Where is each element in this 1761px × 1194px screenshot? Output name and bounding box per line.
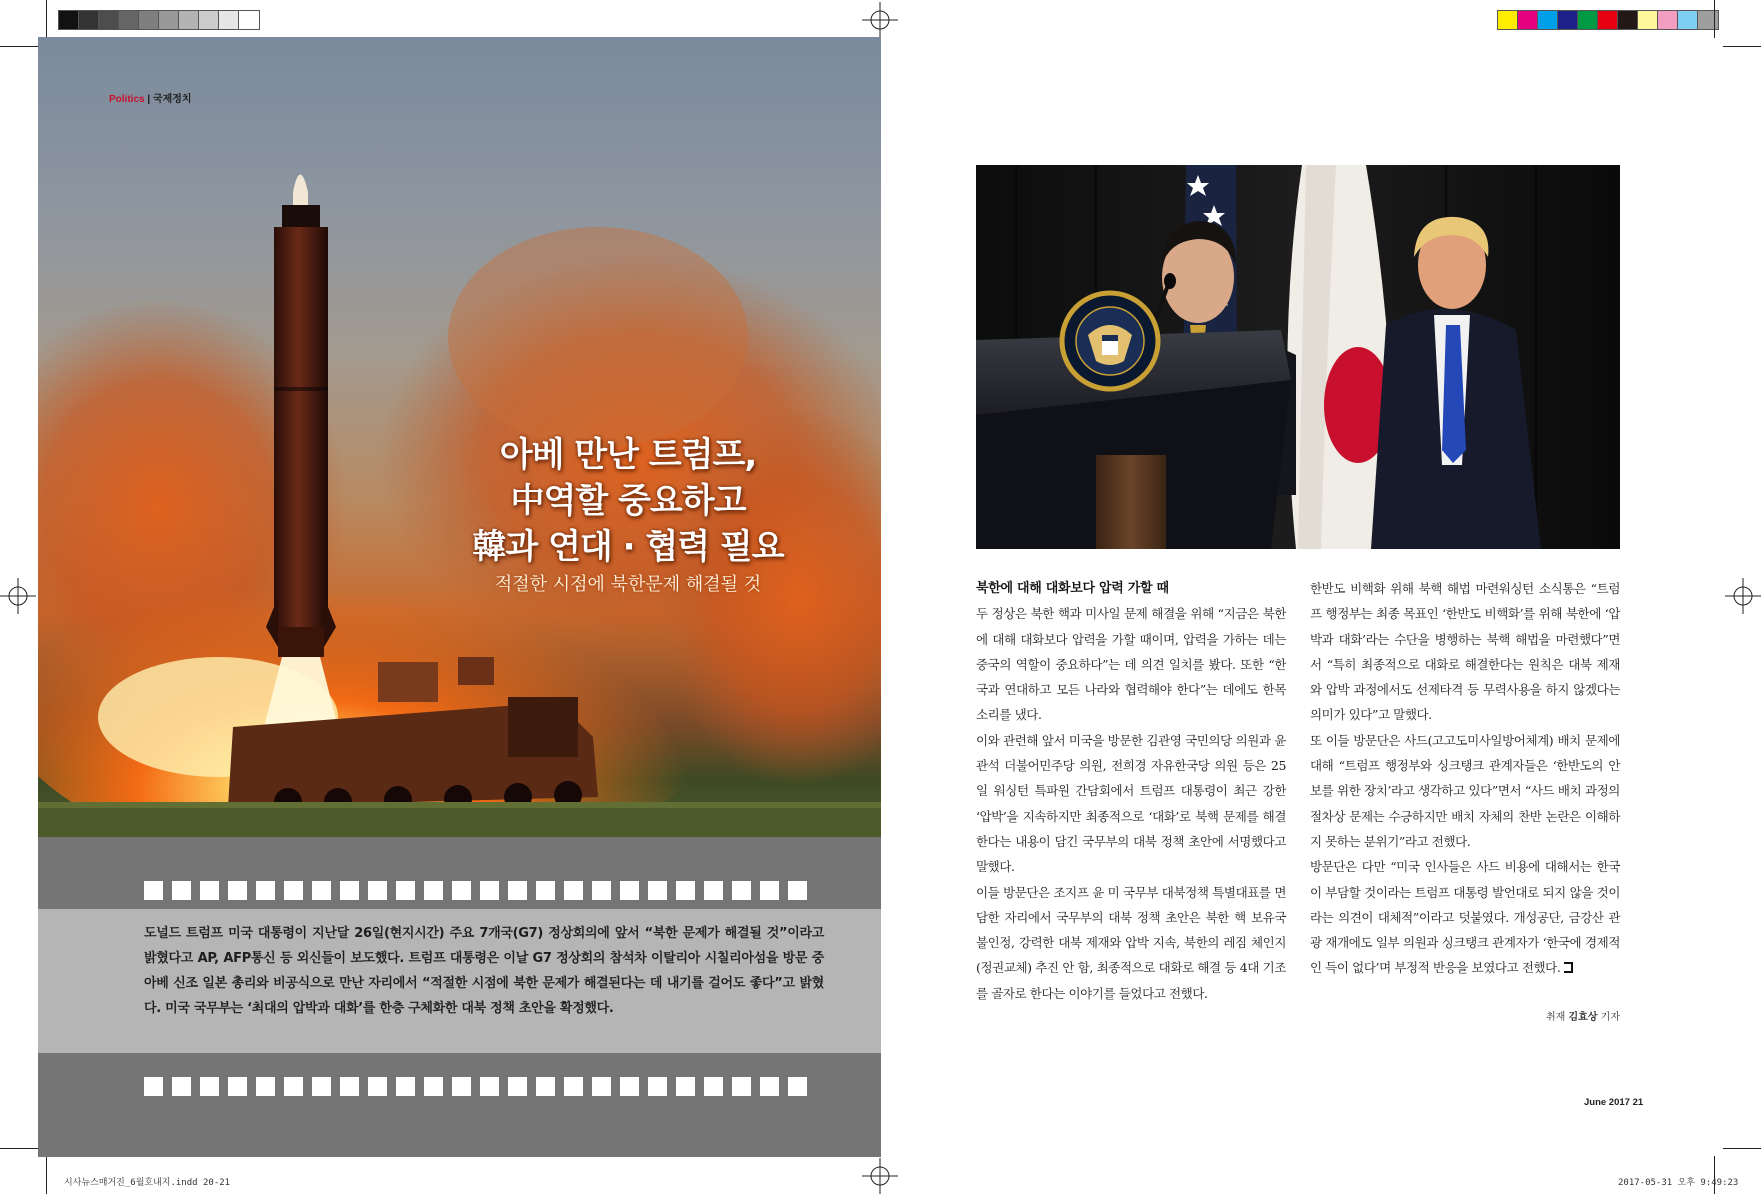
sprocket-hole	[340, 1077, 359, 1096]
lead-paragraph: 도널드 트럼프 미국 대통령이 지난달 26일(현지시간) 주요 7개국(G7) 정상회의에 앞서 “북한 문제가 해결될 것”이라고 밝혔다고 AP, AFP통신 등 외신들이 보도했다. 트럼프 대통령은 이날 G7 정상회의 참석차 이탈리아 시칠리아섬을 방문 중 아베 신조 일본 총리와 비공식으로 만난 자리에서 “적절한 시점에 북한 문제가 해결된다는 데 내기를 걸어도 좋다”고 밝혔다. 미국 국무부는 ‘최대의 압박과 대화’를 한층 구체화한 대북 정책 초안을 확정했다.	[144, 926, 824, 1016]
sprocket-hole	[172, 1077, 191, 1096]
section-label	[109, 90, 192, 105]
color-swatch	[179, 11, 199, 29]
sprocket-hole	[396, 881, 415, 900]
sprocket-hole	[452, 881, 471, 900]
left-page	[38, 37, 881, 1157]
sprocket-hole	[480, 1077, 499, 1096]
film-strip-band-bottom	[38, 1053, 881, 1157]
body-paragraph: 이와 관련해 앞서 미국을 방문한 김관영 국민의당 의원과 윤관석 더불어민주당 의원, 전희경 자유한국당 의원 등은 25일 워싱턴 특파원 간담회에서 트럼프 대통령이 최근 강한 ‘압박’을 지속하지만 최종적으로 ‘대화’로 북핵 문제를 해결한다는 내용이 담긴 국무부의 대북 정책 초안에 서명했다고 말했다.	[976, 732, 1286, 875]
sprocket-hole	[592, 1077, 611, 1096]
color-swatch	[219, 11, 239, 29]
sprocket-hole	[368, 881, 387, 900]
sprocket-hole	[284, 1077, 303, 1096]
color-swatch	[119, 11, 139, 29]
sprocket-hole	[620, 881, 639, 900]
color-swatch	[1618, 11, 1638, 29]
color-swatch	[1538, 11, 1558, 29]
crop-mark	[1723, 46, 1761, 47]
sprocket-hole	[564, 881, 583, 900]
reporter-byline	[1546, 1008, 1620, 1023]
registration-mark	[862, 1158, 898, 1194]
color-swatch	[1518, 11, 1538, 29]
crop-mark	[1714, 0, 1715, 38]
sprocket-hole	[536, 1077, 555, 1096]
sprocket-hole	[536, 881, 555, 900]
page-folio: June 2017 21	[1584, 1097, 1644, 1108]
sprocket-hole	[760, 1077, 779, 1096]
byline-name: 김효상	[1568, 1012, 1598, 1023]
color-swatch	[79, 11, 99, 29]
grayscale-color-bar	[58, 10, 260, 30]
sprocket-hole	[760, 881, 779, 900]
sprocket-hole	[228, 881, 247, 900]
sprocket-hole	[508, 881, 527, 900]
sprocket-hole	[424, 881, 443, 900]
color-swatch	[1638, 11, 1658, 29]
sprocket-hole	[284, 881, 303, 900]
article-headline	[408, 432, 848, 600]
column-subheading: 북한에 대해 대화보다 압력 가할 때	[976, 581, 1169, 596]
color-swatch	[99, 11, 119, 29]
sprocket-hole	[732, 881, 751, 900]
slug-timestamp: 2017-05-31 오후 9:49:23	[1618, 1178, 1739, 1188]
sprocket-hole	[340, 881, 359, 900]
crop-mark	[0, 46, 38, 47]
color-swatch	[1678, 11, 1698, 29]
sprocket-hole	[704, 1077, 723, 1096]
sprocket-hole	[592, 881, 611, 900]
body-paragraph: 두 정상은 북한 핵과 미사일 문제 해결을 위해 “지금은 북한에 대해 대화보다 압력을 가할 때이며, 압력을 가하는 데는 중국의 역할이 중요하다”는 데 의견 일치를 봤다. 또한 “한국과 연대하고 모든 나라와 협력해야 한다”는 데에도 한목소리를 냈다.	[976, 606, 1286, 723]
color-swatch	[1498, 11, 1518, 29]
film-sprocket-row-bottom	[144, 1077, 807, 1096]
crop-mark	[1723, 1148, 1761, 1149]
registration-mark	[1725, 578, 1761, 614]
crop-mark	[0, 1148, 38, 1149]
color-swatch	[1558, 11, 1578, 29]
sprocket-hole	[676, 1077, 695, 1096]
section-label-en: Politics	[109, 94, 145, 105]
body-paragraph-final	[1310, 854, 1620, 980]
sprocket-hole	[648, 881, 667, 900]
registration-mark	[862, 2, 898, 38]
body-paragraph-final-text: 방문단은 다만 “미국 인사들은 사드 비용에 대해서는 한국이 부담할 것이라는 트럼프 대통령 발언대로 되지 않을 것이라는 의견이 대체적”이라고 덧붙였다. 개성공단, 금강산 관광 재개에도 일부 의원과 싱크탱크 관계자가 ‘한국에 경제적인 득이 없다’며 부정적 반응을 보였다고 전했다.	[1310, 859, 1620, 976]
sprocket-hole	[256, 1077, 275, 1096]
sprocket-hole	[312, 881, 331, 900]
byline-suffix: 기자	[1597, 1012, 1620, 1023]
end-of-article-mark	[1564, 962, 1573, 973]
color-swatch	[159, 11, 179, 29]
sprocket-hole	[228, 1077, 247, 1096]
sprocket-hole	[312, 1077, 331, 1096]
sprocket-hole	[200, 881, 219, 900]
slug-filename: 시사뉴스매거진_6월호내지.indd 20-21	[64, 1178, 231, 1188]
film-sprocket-row-top	[144, 881, 807, 900]
sprocket-hole	[256, 881, 275, 900]
press-conference-photo	[976, 165, 1620, 549]
byline-prefix: 취재	[1546, 1012, 1569, 1023]
sprocket-hole	[480, 881, 499, 900]
crop-mark	[46, 0, 47, 38]
article-subheadline: 적절한 시점에 북한문제 해결될 것	[494, 574, 762, 595]
sprocket-hole	[200, 1077, 219, 1096]
sprocket-hole	[788, 881, 807, 900]
sprocket-hole	[676, 881, 695, 900]
section-label-separator: |	[144, 94, 153, 105]
cmyk-color-bar	[1497, 10, 1719, 30]
body-paragraph: 또 이들 방문단은 사드(고고도미사일방어체계) 배치 문제에 대해 “트럼프 행정부와 싱크탱크 관계자들은 ‘한반도의 안보를 위한 장치’라고 생각하고 있다”면서 “사드 배치 과정의 절차상 문제는 수긍하지만 배치 자체의 찬반 논란은 이해하지 못하는 분위기”라고 전했다.	[1310, 732, 1620, 849]
registration-mark	[0, 578, 36, 614]
article-column-2	[1310, 576, 1620, 981]
color-swatch	[1658, 11, 1678, 29]
body-paragraph: 한반도 비핵화 위해 북핵 해법 마련워싱턴 소식통은 “트럼프 행정부는 최종 목표인 ‘한반도 비핵화’를 위해 북한에 ‘압박과 대화’라는 수단을 병행하는 북핵 해법을 마련했다”면서 “특히 최종적으로 대화로 해결한다는 원칙은 대북 제재와 압박 과정에서도 선제타격 등 무력사용을 하지 않겠다는 의미가 있다”고 말했다.	[1310, 581, 1620, 723]
sprocket-hole	[368, 1077, 387, 1096]
sprocket-hole	[620, 1077, 639, 1096]
color-swatch	[139, 11, 159, 29]
headline-line-3: 韓과 연대 · 협력 필요	[472, 527, 784, 567]
sprocket-hole	[144, 881, 163, 900]
press-conference-illustration	[976, 165, 1620, 549]
color-swatch	[199, 11, 219, 29]
color-swatch	[1598, 11, 1618, 29]
headline-line-2: 中역할 중요하고	[510, 481, 746, 521]
sprocket-hole	[396, 1077, 415, 1096]
color-swatch	[239, 11, 259, 29]
body-paragraph: 이들 방문단은 조지프 윤 미 국무부 대북정책 특별대표를 면담한 자리에서 국무부의 대북 정책 초안은 북한 핵 보유국 불인정, 강력한 대북 제재와 압박 지속, 북한의 레짐 체인지(정권교체) 추진 안 함, 최종적으로 대화로 해결 등 4대 기조를 골자로 한다는 이야기를 들었다고 전했다.	[976, 884, 1286, 1001]
sprocket-hole	[704, 881, 723, 900]
sprocket-hole	[788, 1077, 807, 1096]
headline-line-1: 아베 만난 트럼프,	[499, 435, 757, 475]
crop-mark	[46, 1156, 47, 1194]
sprocket-hole	[452, 1077, 471, 1096]
sprocket-hole	[508, 1077, 527, 1096]
sprocket-hole	[172, 881, 191, 900]
sprocket-hole	[648, 1077, 667, 1096]
missile-launch-photo	[38, 37, 881, 837]
color-swatch	[59, 11, 79, 29]
sprocket-hole	[564, 1077, 583, 1096]
sprocket-hole	[424, 1077, 443, 1096]
section-label-ko: 국제정치	[152, 94, 192, 105]
color-swatch	[1698, 11, 1718, 29]
color-swatch	[1578, 11, 1598, 29]
sprocket-hole	[732, 1077, 751, 1096]
sprocket-hole	[144, 1077, 163, 1096]
article-column-1	[976, 576, 1286, 1006]
